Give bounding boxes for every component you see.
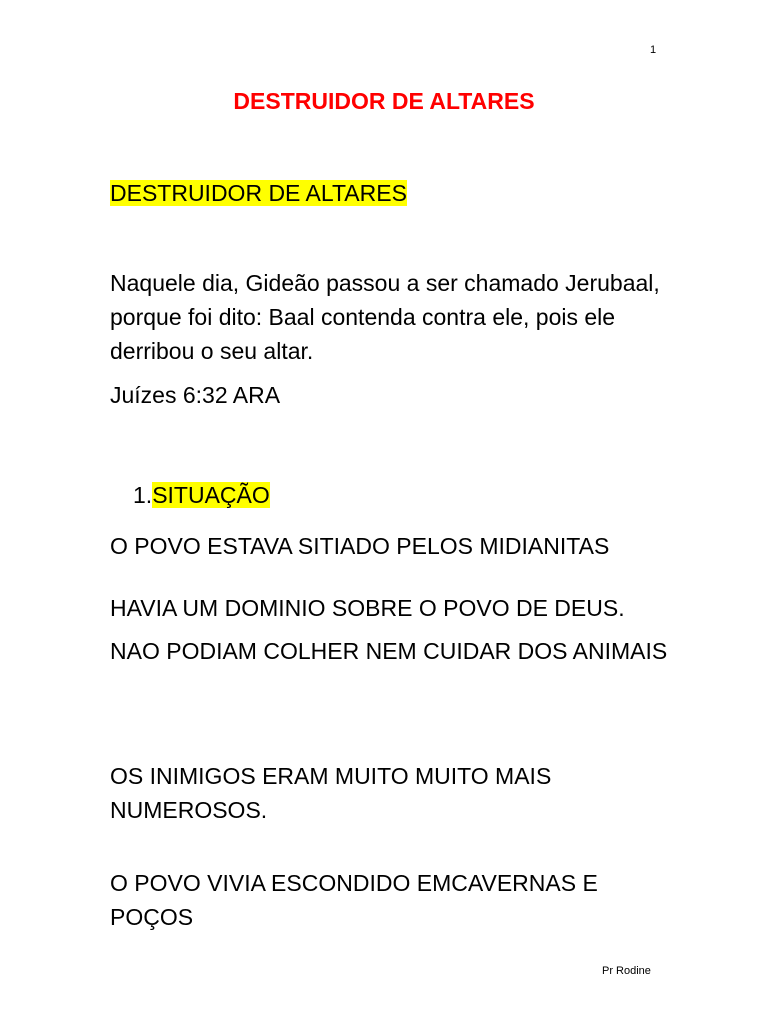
paragraph: O POVO VIVIA ESCONDIDO EMCAVERNAS E POÇOS — [110, 870, 598, 930]
paragraph: O POVO ESTAVA SITIADO PELOS MIDIANITAS — [110, 533, 610, 559]
section-heading — [133, 480, 270, 510]
paragraph: HAVIA UM DOMINIO SOBRE O POVO DE DEUS. — [110, 595, 625, 621]
document-title: DESTRUIDOR DE ALTARES — [233, 88, 535, 114]
verse-reference: Juízes 6:32 ARA — [110, 382, 281, 408]
paragraph: NAO PODIAM COLHER NEM CUIDAR DOS ANIMAIS — [110, 638, 668, 664]
page-footer: Pr Rodine — [602, 965, 651, 977]
page-number: 1 — [650, 44, 657, 56]
subtitle-highlight: DESTRUIDOR DE ALTARES — [110, 180, 407, 206]
bible-verse: Naquele dia, Gideão passou a ser chamado Jerubaal, porque foi dito: Baal contenda contra ele, pois ele derribou o seu altar. — [110, 270, 660, 364]
sermon-subtitle — [110, 178, 407, 208]
section-number: 1. — [133, 482, 153, 508]
section-heading-highlight: SITUAÇÃO — [152, 482, 270, 508]
paragraph: OS INIMIGOS ERAM MUITO MUITO MAIS NUMEROSOS. — [110, 763, 552, 823]
